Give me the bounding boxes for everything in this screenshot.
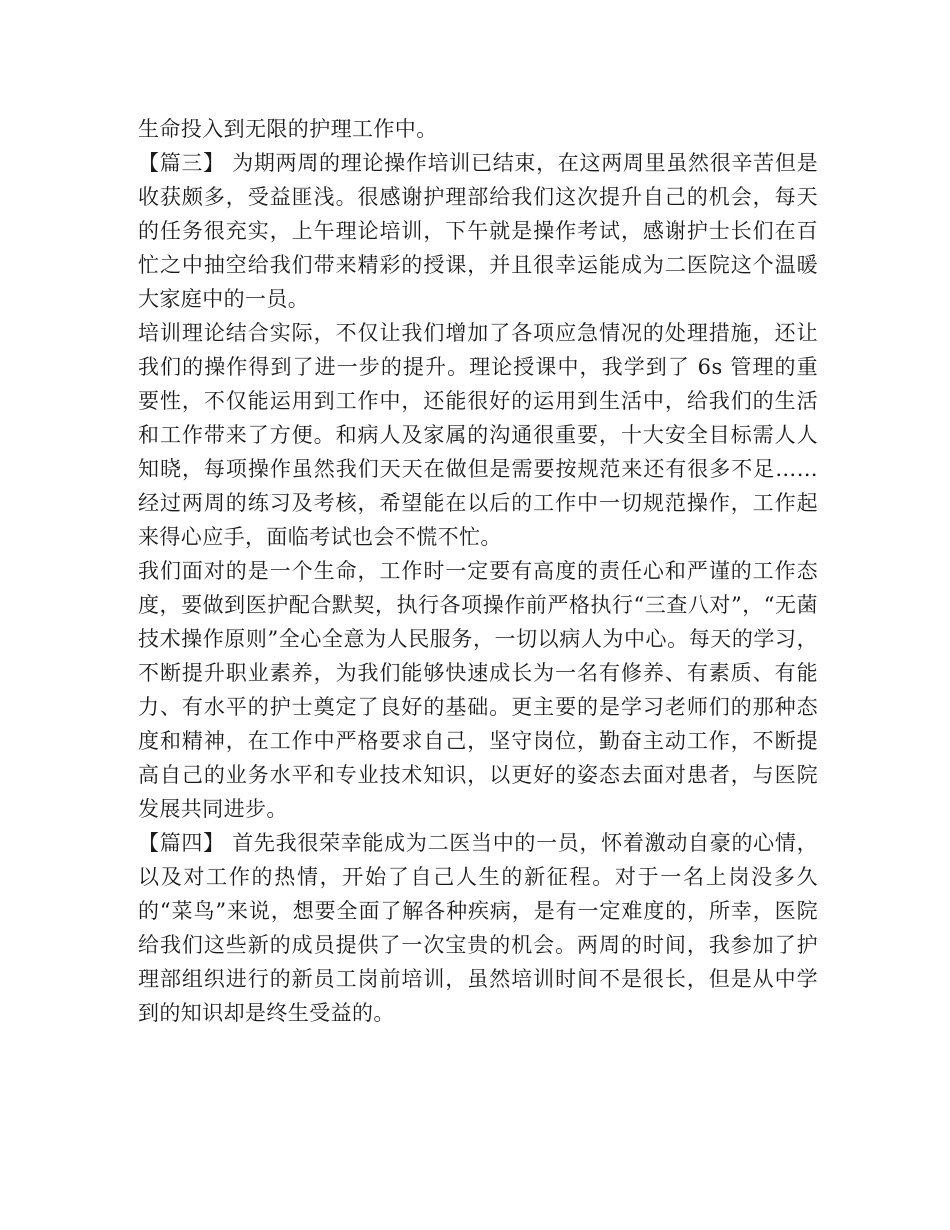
document-body bbox=[138, 112, 818, 1030]
paragraph-responsibility: 我们面对的是一个生命，工作时一定要有高度的责任心和严谨的工作态度，要做到医护配合默契，执行各项操作前严格执行“三查八对”，“无菌技术操作原则”全心全意为人民服务，一切以病人为中心。每天的学习，不断提升职业素养，为我们能够快速成长为一名有修养、有素质、有能力、有水平的护士奠定了良好的基础。更主要的是学习老师们的那种态度和精神，在工作中严格要求自己，坚守岗位，勤奋主动工作，不断提高自己的业务水平和专业技术知识，以更好的姿态去面对患者，与医院发展共同进步。 bbox=[138, 559, 818, 821]
paragraph-continuation: 生命投入到无限的护理工作中。 bbox=[138, 117, 438, 141]
paragraph-section-three: 【篇三】 为期两周的理论操作培训已结束，在这两周里虽然很辛苦但是收获颇多，受益匪浅。很感谢护理部给我们这次提升自己的机会，每天的任务很充实，上午理论培训，下午就是操作考试，感谢护士长们在百忙之中抽空给我们带来精彩的授课，并且很幸运能成为二医院这个温暖大家庭中的一员。 bbox=[138, 151, 818, 311]
paragraph-section-four: 【篇四】 首先我很荣幸能成为二医当中的一员，怀着激动自豪的心情，以及对工作的热情，开始了自己人生的新征程。对于一名上岗没多久的“菜鸟”来说，想要全面了解各种疾病，是有一定难度的，所幸，医院给我们这些新的成员提供了一次宝贵的机会。两周的时间，我参加了护理部组织进行的新员工岗前培训，虽然培训时间不是很长，但是从中学到的知识却是终生受益的。 bbox=[138, 831, 818, 1025]
paragraph-training-practice: 培训理论结合实际，不仅让我们增加了各项应急情况的处理措施，还让我们的操作得到了进一步的提升。理论授课中，我学到了 6s 管理的重要性，不仅能运用到工作中，还能很好的运用到生活中，给我们的生活和工作带来了方便。和病人及家属的沟通很重要，十大安全目标需人人知晓，每项操作虽然我们天天在做但是需要按规范来还有很多不足……经过两周的练习及考核，希望能在以后的工作中一切规范操作，工作起来得心应手，面临考试也会不慌不忙。 bbox=[138, 321, 818, 549]
